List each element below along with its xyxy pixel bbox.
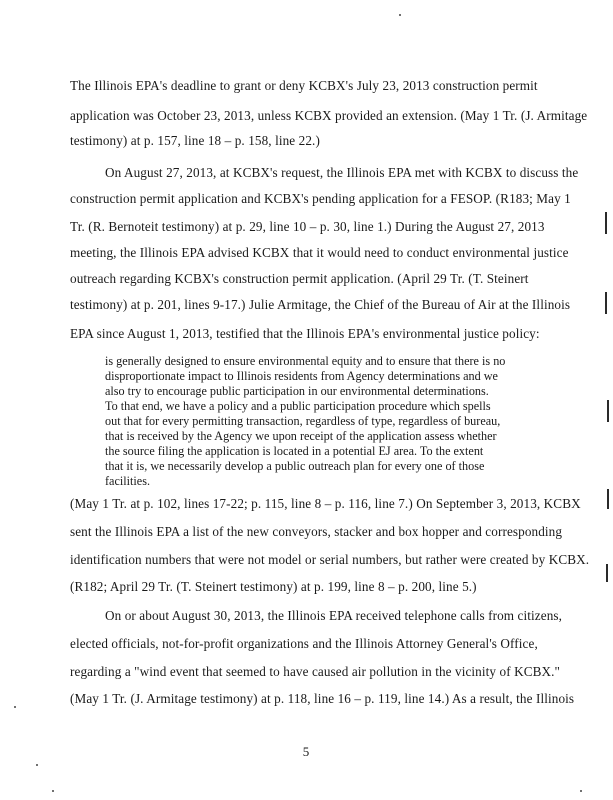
body-line: (R182; April 29 Tr. (T. Steinert testimony) at p. 199, line 8 – p. 200, line 5.)	[70, 579, 477, 594]
body-line: On August 27, 2013, at KCBX's request, the Illinois EPA met with KCBX to discuss the	[105, 165, 579, 180]
margin-mark	[607, 400, 609, 422]
margin-mark	[607, 489, 609, 509]
body-line: Tr. (R. Bernoteit testimony) at p. 29, line 10 – p. 30, line 1.) During the August 27, 2013	[70, 219, 545, 234]
body-line: EPA since August 1, 2013, testified that the Illinois EPA's environmental justice policy:	[70, 326, 540, 341]
body-line: outreach regarding KCBX's construction permit application. (April 29 Tr. (T. Steinert	[70, 271, 529, 286]
scan-speck	[14, 706, 16, 708]
body-line: The Illinois EPA's deadline to grant or deny KCBX's July 23, 2013 construction permit	[70, 78, 538, 93]
body-line: (May 1 Tr. at p. 102, lines 17-22; p. 115, line 8 – p. 116, line 7.) On September 3, 2013, KCBX	[70, 496, 581, 511]
page-number: 5	[302, 744, 310, 759]
body-line: meeting, the Illinois EPA advised KCBX that it would need to conduct environmental justice	[70, 245, 569, 260]
body-line: identification numbers that were not model or serial numbers, but rather were created by KCBX.	[70, 552, 590, 567]
scan-speck	[36, 764, 38, 766]
quote-line: out that for every permitting transaction, regardless of type, regardless of bureau,	[105, 414, 501, 428]
body-line: regarding a "wind event that seemed to have caused air pollution in the vicinity of KCBX."	[70, 664, 560, 679]
body-line: construction permit application and KCBX's pending application for a FESOP. (R183; May 1	[70, 191, 571, 206]
quote-line: To that end, we have a policy and a public participation procedure which spells	[105, 399, 491, 413]
quote-line: facilities.	[105, 474, 151, 488]
quote-line: that it is, we necessarily develop a public outreach plan for every one of those	[105, 459, 485, 473]
margin-mark	[606, 564, 608, 582]
scan-speck	[52, 790, 54, 792]
body-line: elected officials, not-for-profit organizations and the Illinois Attorney General's Office,	[70, 636, 538, 651]
body-line: testimony) at p. 201, lines 9-17.) Julie Armitage, the Chief of the Bureau of Air at the Illinois	[70, 297, 571, 312]
body-line: testimony) at p. 157, line 18 – p. 158, line 22.)	[70, 133, 320, 148]
quote-line: is generally designed to ensure environmental equity and to ensure that there is no	[105, 354, 506, 368]
scan-speck	[399, 14, 401, 16]
margin-mark	[605, 292, 607, 314]
quote-line: disproportionate impact to Illinois residents from Agency determinations and we	[105, 369, 498, 383]
body-line: (May 1 Tr. (J. Armitage testimony) at p. 118, line 16 – p. 119, line 14.) As a result, the Illinois	[70, 691, 575, 706]
quote-line: also try to encourage public participation in our environmental determinations.	[105, 384, 489, 398]
quote-line: the source filing the application is located in a potential EJ area. To the extent	[105, 444, 484, 458]
body-line: On or about August 30, 2013, the Illinois EPA received telephone calls from citizens,	[105, 608, 563, 623]
margin-mark	[605, 212, 607, 234]
body-line: application was October 23, 2013, unless KCBX provided an extension. (May 1 Tr. (J. Armitage	[70, 108, 588, 123]
body-line: sent the Illinois EPA a list of the new conveyors, stacker and box hopper and corresponding	[70, 524, 563, 539]
quote-line: that is received by the Agency we upon receipt of the application assess whether	[105, 429, 497, 443]
scan-speck	[580, 790, 582, 792]
